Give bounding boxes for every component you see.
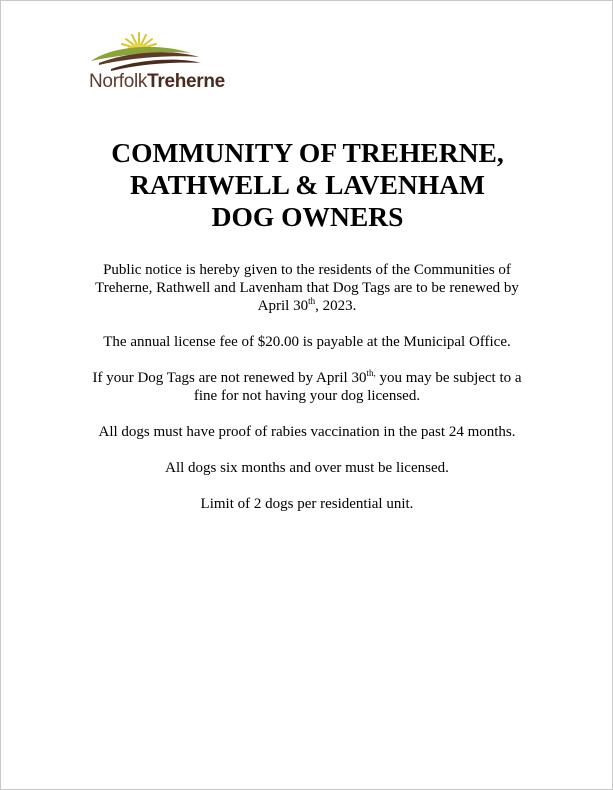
- renewal-text: Public notice is hereby given to the residents of the Communities of Treherne, Rathwell and Lavenham that Dog Tags are to be renewed by April 30: [95, 262, 519, 314]
- logo-word-norfolk: Norfolk: [89, 71, 148, 92]
- fine-superscript: th,: [366, 368, 376, 378]
- title-line-2: RATHWELL & LAVENHAM: [129, 169, 485, 200]
- paragraph-renewal-notice: [91, 261, 523, 315]
- renewal-superscript: th: [308, 296, 316, 306]
- paragraph-fine-warning: [91, 369, 523, 405]
- notice-body: [91, 261, 523, 531]
- notice-title: [1, 137, 613, 233]
- fine-text-start: If your Dog Tags are not renewed by April 30: [92, 370, 367, 386]
- paragraph-licensing-age: All dogs six months and over must be licensed.: [165, 460, 449, 476]
- paragraph-license-fee: The annual license fee of $20.00 is payable at the Municipal Office.: [103, 334, 511, 350]
- logo-wordmark: [89, 71, 225, 93]
- logo-word-treherne: Treherne: [147, 71, 225, 92]
- paragraph-dog-limit: Limit of 2 dogs per residential unit.: [200, 496, 414, 512]
- title-line-1: COMMUNITY OF TREHERNE,: [111, 137, 504, 168]
- fine-text-end: you may be subject to a fine for not having your dog licensed.: [193, 370, 522, 404]
- renewal-year: , 2023.: [315, 298, 357, 314]
- title-line-3: DOG OWNERS: [211, 201, 404, 232]
- norfolk-treherne-logo: [89, 31, 239, 93]
- paragraph-rabies-vaccination: All dogs must have proof of rabies vaccination in the past 24 months.: [98, 424, 516, 440]
- sunrise-fields-logo-icon: [89, 31, 239, 71]
